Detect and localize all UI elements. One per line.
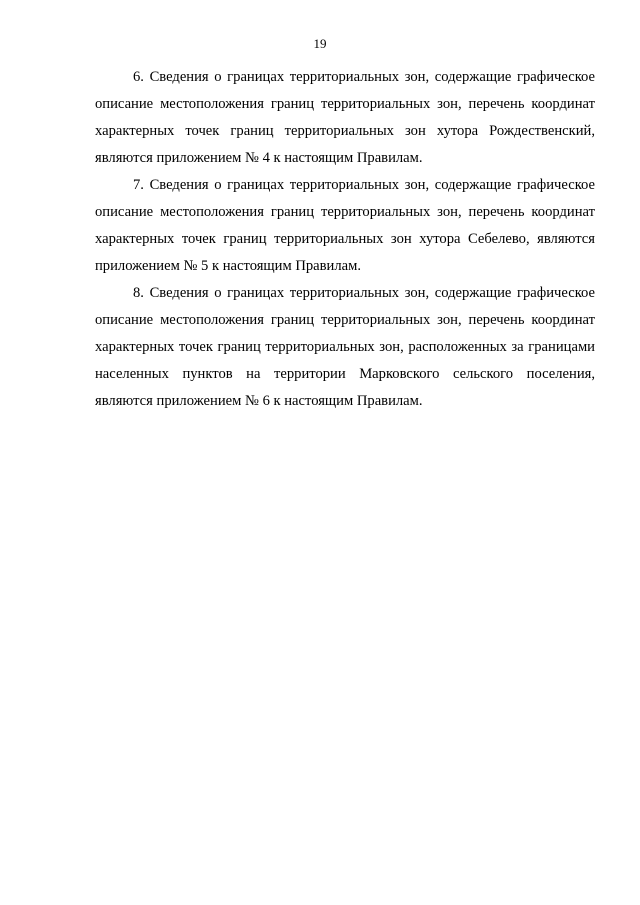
- document-body: [95, 64, 595, 415]
- paragraph-8: 8. Сведения о границах территориальных зон, содержащие графическое описание местоположения границ территориальных зон, перечень координат характерных точек границ территориальных зон, расположенных за границами населенных пунктов на территории Марковского сельского поселения, являются приложением № 6 к настоящим Правилам.: [95, 285, 595, 409]
- page-number: 19: [313, 36, 327, 51]
- paragraph-6: 6. Сведения о границах территориальных зон, содержащие графическое описание местоположения границ территориальных зон, перечень координат характерных точек границ территориальных зон хутора Рождественский, являются приложением № 4 к настоящим Правилам.: [95, 69, 595, 166]
- paragraph-7: 7. Сведения о границах территориальных зон, содержащие графическое описание местоположения границ территориальных зон, перечень координат характерных точек границ территориальных зон хутора Себелево, являются приложением № 5 к настоящим Правилам.: [95, 177, 595, 274]
